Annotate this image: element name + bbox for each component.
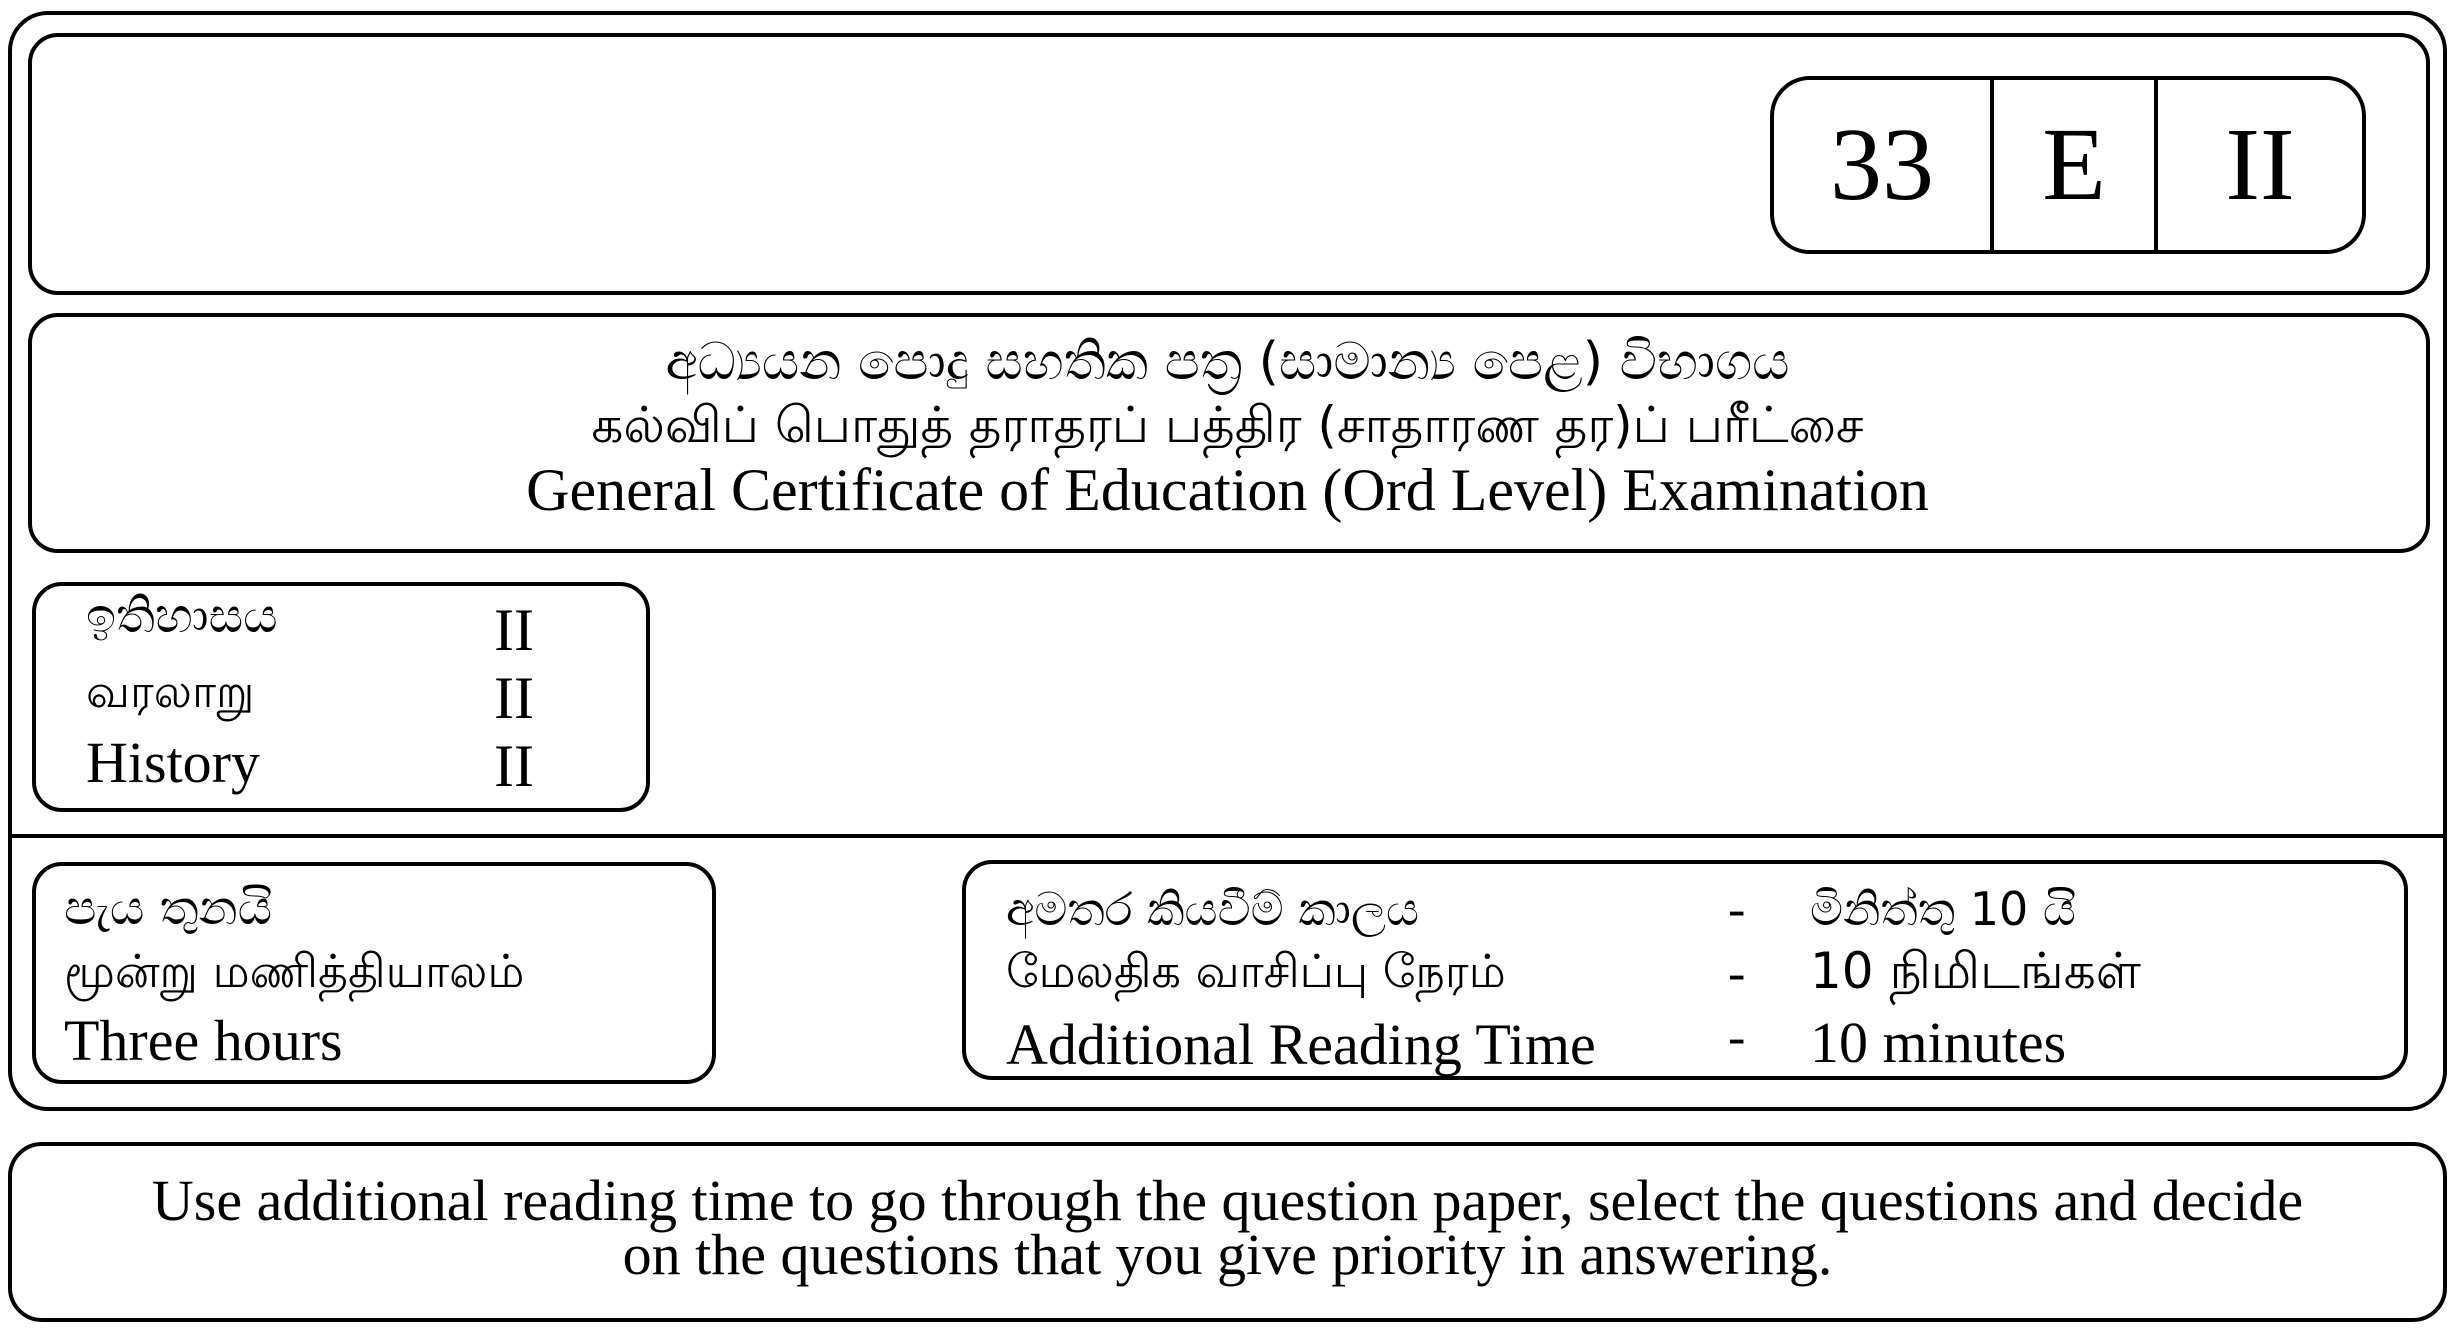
- section-divider: [8, 834, 2447, 838]
- duration-english: Three hours: [64, 1008, 343, 1073]
- exam-title-tamil: கல்விப் பொதுத் தராதரப் பத்திர (சாதாரண தர)ப் பரீட்சை: [591, 396, 1864, 454]
- exam-title-english: General Certificate of Education (Ord Level) Examination: [526, 457, 1929, 523]
- exam-title-sinhala: අධ්‍යයන පොදු සහතික පත්‍ර (සාමාන්‍ය පෙළ) විභාගය: [665, 332, 1790, 392]
- subject-label-english: History: [86, 730, 260, 795]
- paper-code-box: [1770, 76, 2366, 254]
- duration-tamil: மூன்று மணித்தியாலம்: [64, 944, 525, 998]
- instruction-note-line-1: Use additional reading time to go through the question paper, select the questions and decide: [151, 1168, 2304, 1233]
- paper-number: II: [2225, 107, 2295, 222]
- reading-time-dash: -: [1728, 1009, 1746, 1066]
- reading-time-label-tamil: மேலதிக வாசிப்பு நேரம்: [1006, 944, 1506, 998]
- reading-time-dash: -: [1728, 881, 1746, 938]
- subject-paper-sinhala: II: [494, 597, 534, 663]
- reading-time-label-english: Additional Reading Time: [1006, 1012, 1596, 1077]
- reading-time-value-sinhala: මිනිත්තු 10 යි: [1810, 882, 2076, 936]
- duration-sinhala: පැය තුනයි: [64, 880, 273, 936]
- reading-time-label-sinhala: අමතර කියවීම් කාලය: [1006, 882, 1420, 936]
- reading-time-value-english: 10 minutes: [1810, 1010, 2067, 1075]
- subject-label-tamil: வரலாறு: [86, 664, 255, 718]
- subject-paper-english: II: [494, 733, 534, 799]
- medium-code: E: [1994, 80, 2158, 250]
- subject-label-sinhala: ඉතිහාසය: [86, 588, 278, 644]
- subject-paper-tamil: II: [494, 665, 534, 731]
- subject-number: 33: [1774, 80, 1994, 250]
- reading-time-value-tamil: 10 நிமிடங்கள்: [1810, 942, 2141, 1000]
- reading-time-dash: -: [1728, 945, 1746, 1002]
- instruction-note-line-2: on the questions that you give priority in answering.: [622, 1222, 1833, 1287]
